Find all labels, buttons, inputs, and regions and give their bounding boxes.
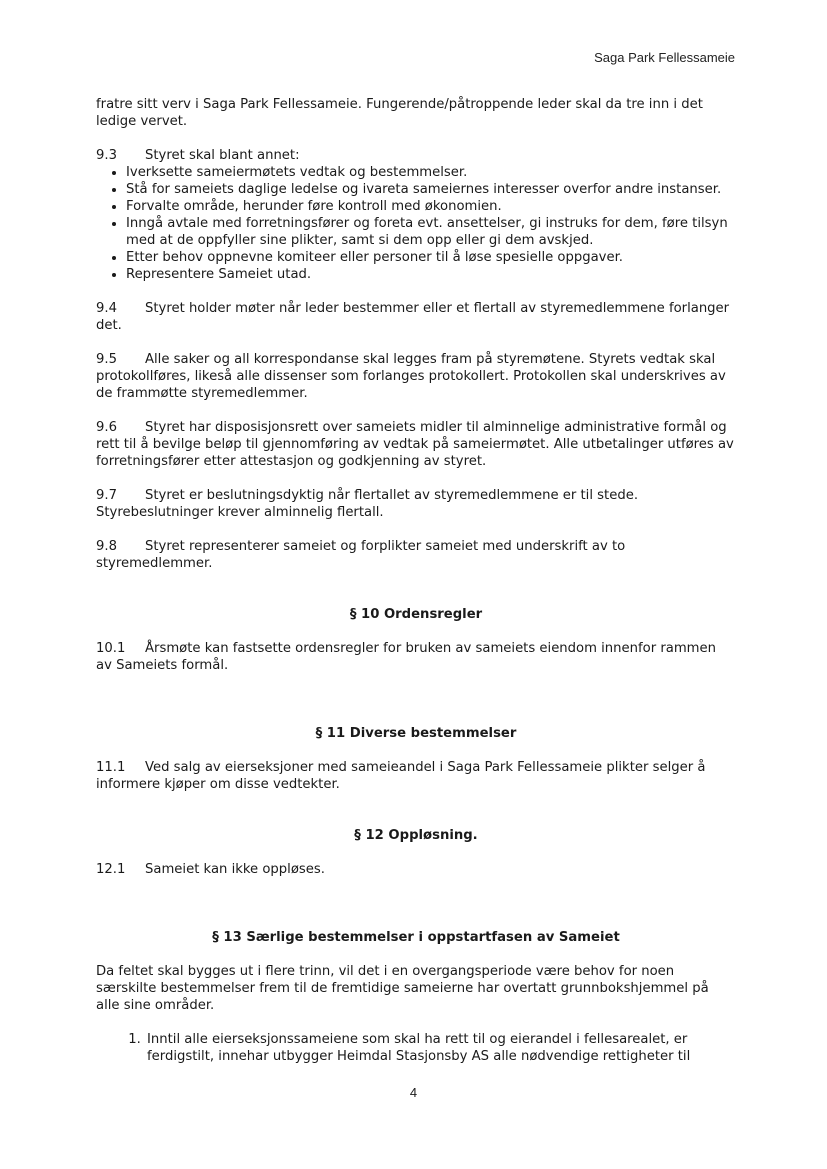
paragraph-continued: fratre sitt verv i Saga Park Fellessameie. Fungerende/påtroppende leder skal da tre inn i det ledige vervet. — [96, 97, 703, 129]
section-number: 10.1 — [96, 641, 126, 656]
heading-section-11: § 11 Diverse bestemmelser — [315, 726, 517, 741]
section-9-7 — [96, 487, 736, 521]
list-item: 1. Inntil alle eierseksjonssameiene som skal ha rett til og eierandel i fellesarealet, er ferdigstilt, innehar utbygger Heimdal Stasjonsby AS alle nødvendige rettigheter til — [145, 1031, 736, 1065]
section-text: Styret holder møter når leder bestemmer eller et flertall av styremedlemmene forlanger det. — [96, 301, 730, 333]
section-text: Alle saker og all korrespondanse skal legges fram på styremøtene. Styrets vedtak skal protokollføres, likeså alle dissenser som forlanges protokollert. Protokollen skal underskrives av de frammøtte styremedlemmer. — [96, 352, 726, 401]
section-number: 12.1 — [96, 862, 126, 877]
section-12-1 — [96, 861, 736, 878]
page-number: 4 — [409, 1085, 418, 1100]
section-number: 9.3 — [96, 148, 117, 163]
section-9-4 — [96, 300, 736, 334]
section-text: Styret er beslutningsdyktig når flertallet av styremedlemmene er til stede. Styrebeslutninger krever alminnelig flertall. — [96, 488, 639, 520]
section-text: Ved salg av eierseksjoner med sameieandel i Saga Park Fellessameie plikter selger å informere kjøper om disse vedtekter. — [96, 760, 706, 792]
list-item: • Representere Sameiet utad. — [126, 266, 736, 283]
section-13-list — [96, 1031, 736, 1065]
section-intro: Styret skal blant annet: — [145, 148, 300, 163]
list-item: • Forvalte område, herunder føre kontroll med økonomien. — [126, 198, 736, 215]
section-number: 9.6 — [96, 420, 117, 435]
section-9-6 — [96, 419, 736, 470]
list-item: • Etter behov oppnevne komiteer eller personer til å løse spesielle oppgaver. — [126, 249, 736, 266]
section-number: 11.1 — [96, 760, 126, 775]
duties-list — [96, 164, 736, 283]
section-13-paragraph: Da feltet skal bygges ut i flere trinn, vil det i en overgangsperiode være behov for noen særskilte bestemmelser frem til de fremtidige sameierne har overtatt grunnbokshjemmel på alle sine områder. — [96, 964, 709, 1013]
section-text: Årsmøte kan fastsette ordensregler for bruken av sameiets eiendom innenfor rammen av Sameiets formål. — [96, 641, 716, 673]
section-number: 9.8 — [96, 539, 117, 554]
section-number: 9.5 — [96, 352, 117, 367]
heading-section-10: § 10 Ordensregler — [349, 607, 483, 622]
heading-section-12: § 12 Oppløsning. — [354, 828, 478, 843]
section-text: Styret representerer sameiet og forplikter sameiet med underskrift av to styremedlemmer. — [96, 539, 626, 571]
heading-section-13: § 13 Særlige bestemmelser i oppstartfasen av Sameiet — [212, 930, 620, 945]
section-10-1 — [96, 640, 736, 674]
page-header: Saga Park Fellessameie — [594, 50, 735, 65]
section-text: Sameiet kan ikke oppløses. — [145, 862, 325, 877]
section-9-5 — [96, 351, 736, 402]
list-item: • Iverksette sameiermøtets vedtak og bestemmelser. — [126, 164, 736, 181]
section-number: 9.4 — [96, 301, 117, 316]
list-item: • Stå for sameiets daglige ledelse og ivareta sameiernes interesser overfor andre instanser. — [126, 181, 736, 198]
section-number: 9.7 — [96, 488, 117, 503]
section-11-1 — [96, 759, 736, 793]
section-text: Styret har disposisjonsrett over sameiets midler til alminnelige administrative formål og rett til å bevilge beløp til gjennomføring av vedtak på sameiermøtet. Alle utbetalinger utføres av forretningsfører etter attestasjon og godkjenning av styret. — [96, 420, 734, 469]
document-body — [96, 96, 736, 1065]
list-item: • Inngå avtale med forretningsfører og foreta evt. ansettelser, gi instruks for dem, føre tilsyn med at de oppfyller sine plikter, samt si dem opp eller gi dem avskjed. — [126, 215, 736, 249]
section-9-8 — [96, 538, 736, 572]
section-9-3 — [96, 147, 736, 283]
